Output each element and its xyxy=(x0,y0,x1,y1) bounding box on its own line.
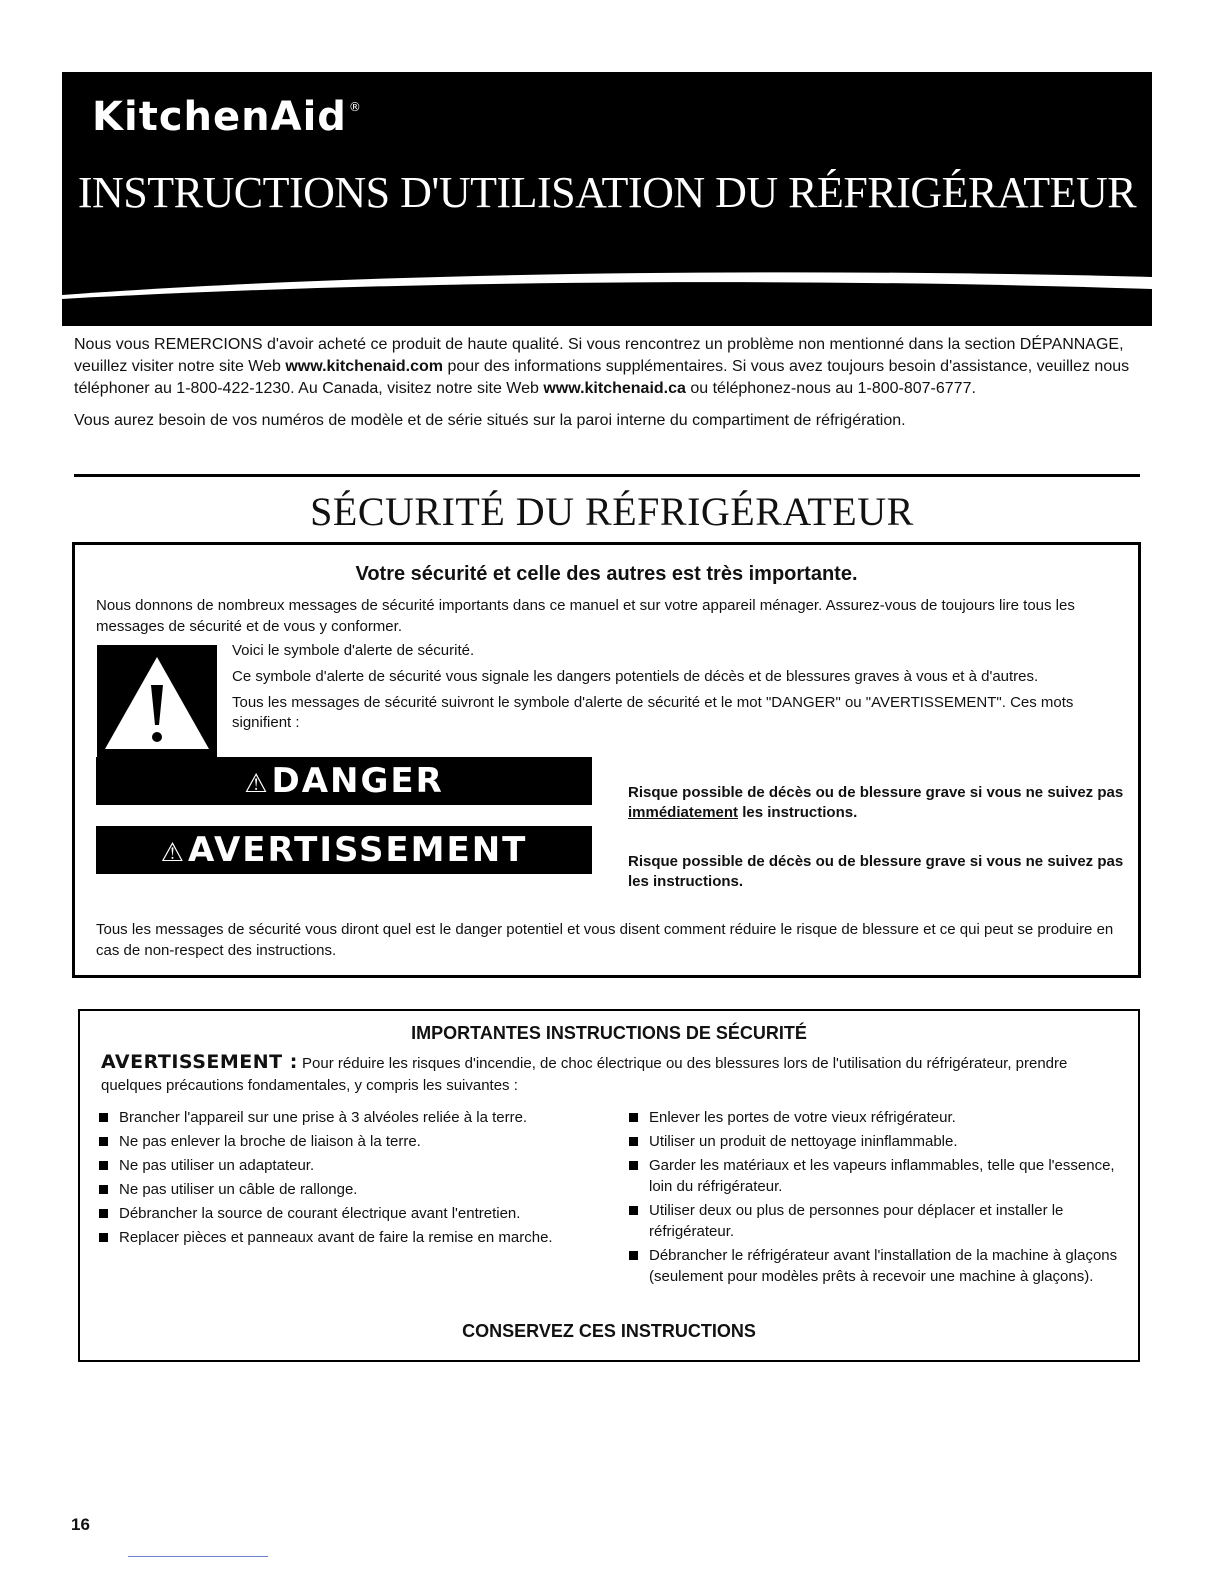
banner-swoosh xyxy=(62,267,1152,326)
instructions-right-column xyxy=(629,1107,1129,1290)
list-item: Débrancher le réfrigérateur avant l'installation de la machine à glaçons (seulement pour modèles prêts à recevoir une machine à glaçons). xyxy=(629,1245,1129,1287)
intro-paragraph-2: Vous aurez besoin de vos numéros de modèle et de série situés sur la paroi interne du compartiment de réfrigération. xyxy=(74,412,906,429)
safety-footer: Tous les messages de sécurité vous diront quel est le danger potentiel et vous disent comment réduire le risque de blessure et ce qui peut se produire en cas de non-respect des instructions. xyxy=(96,921,1114,959)
website-link-ca[interactable]: www.kitchenaid.ca xyxy=(543,380,686,397)
important-warning: AVERTISSEMENT : Pour réduire les risques d'incendie, de choc électrique ou des blessures lors de l'utilisation du réfrigérateur, prendre quelques précautions fondamentales, y compris les suivantes : xyxy=(101,1051,1068,1094)
alert-triangle-icon: ⚠ xyxy=(160,838,186,868)
list-item: Enlever les portes de votre vieux réfrigérateur. xyxy=(629,1107,1129,1128)
safety-intro: Nous donnons de nombreux messages de sécurité importants dans ce manuel et sur votre appareil ménager. Assurez-vous de toujours lire tous les messages de sécurité et de vous y conformer. xyxy=(96,597,1075,635)
page-number: 16 xyxy=(71,1515,90,1534)
divider xyxy=(74,474,1140,477)
warning-label: ⚠AVERTISSEMENT xyxy=(96,826,592,874)
list-item: Replacer pièces et panneaux avant de faire la remise en marche. xyxy=(99,1227,579,1248)
important-title: IMPORTANTES INSTRUCTIONS DE SÉCURITÉ xyxy=(411,1023,807,1043)
list-item: Ne pas utiliser un câble de rallonge. xyxy=(99,1179,579,1200)
alert-description: Voici le symbole d'alerte de sécurité. Ce symbole d'alerte de sécurité vous signale les dangers potentiels de décès et de blessures graves à vous et à d'autres. Tous les messages de sécurité suivront le symbole d'alerte de sécurité et le mot "DANGER" ou "AVERTISSEMENT". Ces mots signifient : xyxy=(232,642,1074,731)
brand-logo: KitchenAid ® xyxy=(92,94,362,140)
safety-heading: Votre sécurité et celle des autres est très importante. xyxy=(355,563,858,585)
list-item: Ne pas enlever la broche de liaison à la terre. xyxy=(99,1131,579,1152)
important-instructions-box xyxy=(78,1009,1140,1362)
list-item: Débrancher la source de courant électrique avant l'entretien. xyxy=(99,1203,579,1224)
list-item: Garder les matériaux et les vapeurs inflammables, telle que l'essence, loin du réfrigérateur. xyxy=(629,1155,1129,1197)
safety-box xyxy=(72,542,1141,978)
header-banner xyxy=(62,72,1152,326)
list-item: Ne pas utiliser un adaptateur. xyxy=(99,1155,579,1176)
danger-description: Risque possible de décès ou de blessure grave si vous ne suivez pas immédiatement les instructions. xyxy=(628,784,1124,821)
list-item: Utiliser deux ou plus de personnes pour déplacer et installer le réfrigérateur. xyxy=(629,1200,1129,1242)
alert-triangle-icon: ⚠ xyxy=(244,769,270,799)
list-item: Utiliser un produit de nettoyage ininflammable. xyxy=(629,1131,1129,1152)
section-title: SÉCURITÉ DU RÉFRIGÉRATEUR xyxy=(310,489,914,534)
danger-label: ⚠DANGER xyxy=(96,757,592,805)
bottom-rule xyxy=(128,1556,268,1557)
intro-text xyxy=(74,334,1154,442)
save-instructions-note: CONSERVEZ CES INSTRUCTIONS xyxy=(462,1321,756,1341)
document-title: INSTRUCTIONS D'UTILISATION DU RÉFRIGÉRATEUR xyxy=(77,168,1137,217)
intro-paragraph-1: Nous vous REMERCIONS d'avoir acheté ce produit de haute qualité. Si vous rencontrez un problème non mentionné dans la section DÉPANNAGE, veuillez visiter notre site Web www.kitchenaid.com pour des informations supplémentaires. Si vous avez toujours besoin d'assistance, veuillez nous téléphoner au 1-800-422-1230. Au Canada, visitez notre site Web www.kitchenaid.ca ou téléphonez-nous au 1-800-807-6777. xyxy=(74,336,1130,397)
warning-description: Risque possible de décès ou de blessure grave si vous ne suivez pas les instructions. xyxy=(628,853,1124,890)
website-link-com[interactable]: www.kitchenaid.com xyxy=(285,358,444,375)
list-item: Brancher l'appareil sur une prise à 3 alvéoles reliée à la terre. xyxy=(99,1107,579,1128)
instructions-left-column xyxy=(99,1107,579,1251)
warning-triangle-icon xyxy=(97,645,217,757)
